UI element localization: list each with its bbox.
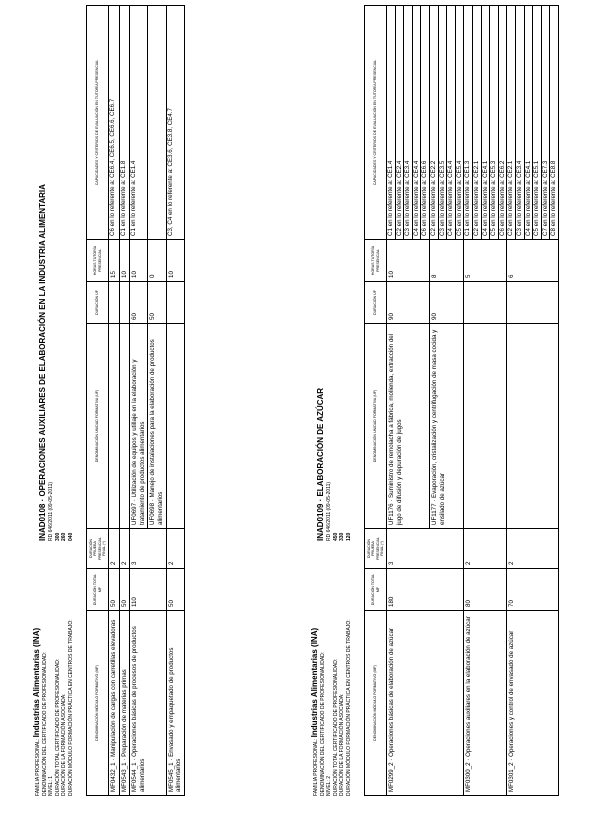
uf-name: UF0698 · Manejo de instalaciones para la elaboración de productos alimentarios [148, 324, 166, 529]
table-row [464, 6, 507, 796]
column-header: HORAS TUTORÍA PRESENCIAL [365, 240, 387, 282]
column-header: DURACIÓN UF [365, 282, 387, 324]
mf-total: 50 [166, 569, 184, 611]
tutoria-hours: 10 [119, 240, 130, 282]
column-header: CAPACIDADES Y CRITERIOS DE EVALUACIÓN EN TUTORÍA PRESENCIAL [365, 6, 387, 240]
tutoria-hours: 10 [130, 240, 148, 282]
column-header: DURACIÓN TOTAL MF [365, 569, 387, 611]
header-value: 120 [345, 532, 352, 541]
mf-prueba: 3 [130, 529, 166, 569]
uf-name [507, 324, 559, 529]
uf-duration [464, 282, 507, 324]
header-value: 040 [67, 532, 74, 541]
criterios-cell [429, 6, 463, 240]
criterio-line: C2 en lo referente a: CE2.2 [429, 160, 437, 236]
criterio-line: C3 en lo referente a: CE3.4 [515, 6, 524, 239]
tutoria-hours: 10 [166, 240, 184, 282]
uf-name: UF1177 · Evaporación, cristalización y centrifugación de masa cocida y ensilado de azúcar [429, 324, 463, 529]
criterios-cell [119, 6, 130, 240]
mf-prueba: 2 [464, 529, 507, 569]
criterio-line: C5 en lo referente a: CE5.1 [532, 6, 541, 239]
header-label: DURACIÓN DE LA FORMACIÓN ASOCIADA: [339, 693, 346, 796]
header-label: DURACIÓN TOTAL CERTIFICADO DE PROFESIONALIDAD: [332, 658, 339, 796]
criterio-line: C6 en lo referente a: CE6.2 [498, 6, 507, 239]
uf-duration: 90 [387, 282, 430, 324]
header-value: 330 [339, 532, 346, 541]
criterios-cell [507, 6, 559, 240]
uf-name [166, 324, 184, 529]
criterio-line: C1 en lo referente a: CE1.4 [130, 160, 138, 236]
mf-total: 50 [119, 569, 130, 611]
header-label: DURACIÓN MÓDULO FORMACIÓN PRÁCTICA EN CENTROS DE TRABAJO: [345, 619, 352, 796]
criterio-line: C1 en lo referente a: CE1.3 [464, 160, 472, 236]
criterio-line: C8 en lo referente a: CE8.8 [549, 6, 558, 239]
column-header: CAPACIDADES Y CRITERIOS DE EVALUACIÓN EN TUTORÍA PRESENCIAL [87, 6, 109, 240]
modules-table [364, 5, 559, 796]
uf-name: UF0697 · Utilización de equipos y utillaje en la elaboración y tratamiento de productos alimentarios [130, 324, 148, 529]
criterios-cell [148, 6, 166, 240]
criterios-cell [166, 6, 184, 240]
uf-duration [166, 282, 184, 324]
criterios-cell [130, 6, 148, 240]
mf-name: MF0543_1 · Preparación de materias primas [119, 611, 130, 796]
familia-value: Industrias Alimentarias (INA) [32, 627, 41, 738]
header-label: DENOMINACIÓN DEL CERTIFICADO DE PROFESIONALIDAD: [320, 651, 326, 796]
tutoria-hours: 15 [109, 240, 120, 282]
criterio-line: C5 en lo referente a: CE5.4 [455, 6, 464, 239]
header-label: NIVEL: 1 [48, 775, 55, 796]
uf-duration [109, 282, 120, 324]
criterio-line: C3 en lo referente a: CE3.4 [403, 6, 412, 239]
section-inad0108 [34, 6, 185, 796]
tutoria-hours: 5 [464, 240, 507, 282]
column-header: DENOMINACIÓN MÓDULO FORMATIVO (MF) [365, 611, 387, 796]
header-label: DURACIÓN DE LA FORMACIÓN ASOCIADA: [61, 693, 68, 796]
modules-table [86, 5, 185, 796]
section-inad0109 [312, 6, 559, 796]
criterio-line: C3 en lo referente a: CE3.5 [438, 6, 447, 239]
table-header-row [365, 6, 387, 796]
mf-total: 180 [387, 569, 464, 611]
uf-duration: 90 [429, 282, 463, 324]
certificate-header [312, 6, 364, 796]
mf-name: MF0300_2 · Operaciones auxiliares en la elaboración de azúcar [464, 611, 507, 796]
criterio-line: C4 en lo referente a: CE4.1 [524, 6, 533, 239]
certificate-title: INAD0108 · OPERACIONES AUXILIARES DE ELABORACIÓN EN LA INDUSTRIA ALIMENTARIA [38, 184, 47, 541]
table-row [109, 6, 120, 796]
uf-duration [119, 282, 130, 324]
header-value: 260 [61, 532, 68, 541]
uf-name: UF1176 · Suministro de remolacha a fábrica, molienda, extracción del jugo de difusión y depuración de jugos [387, 324, 430, 529]
criterio-line: C4 en lo referente a: CE4.4 [446, 6, 455, 239]
mf-prueba: 2 [166, 529, 184, 569]
uf-name [119, 324, 130, 529]
mf-total: 110 [130, 569, 166, 611]
mf-prueba: 3 [387, 529, 464, 569]
mf-total: 80 [464, 569, 507, 611]
uf-name [464, 324, 507, 529]
tutoria-hours: 0 [148, 240, 166, 282]
criterio-line: C1 en lo referente a: CE1.4 [387, 160, 394, 236]
criterios-cell [387, 6, 430, 240]
header-value: 450 [332, 532, 339, 541]
header-value: RD 646/2011 (09-05-2011) [326, 481, 333, 541]
criterio-line: C1 en lo referente a: CE1.8 [119, 160, 127, 236]
mf-name: MF0301_2 · Operaciones y control de envasado de azúcar [507, 611, 559, 796]
table-row [507, 6, 559, 796]
tutoria-hours: 6 [507, 240, 559, 282]
table-row [119, 6, 130, 796]
criterio-line: C4 en lo referente a: CE4.1 [481, 6, 490, 239]
familia-value: Industrias Alimentarias (INA) [310, 627, 319, 738]
table-header-row [87, 6, 109, 796]
criterio-line: C7 en lo referente a: CE7.3 [541, 6, 550, 239]
tutoria-hours: 10 [387, 240, 430, 282]
mf-name: MF0299_2 · Operaciones básicas de elaboración de azúcar [387, 611, 464, 796]
column-header: DURACIÓN UF [87, 282, 109, 324]
uf-duration [507, 282, 559, 324]
header-label: NIVEL: 2 [326, 775, 333, 796]
criterio-line: C3, C4 en lo referente a: CE3.6, CE3.8, CE4.7 [166, 108, 174, 236]
header-label: DURACIÓN TOTAL CERTIFICADO DE PROFESIONALIDAD: [54, 658, 61, 796]
column-header: DURACIÓN TOTAL MF [87, 569, 109, 611]
tutoria-hours: 8 [429, 240, 463, 282]
column-header: DENOMINACIÓN UNIDAD FORMATIVA (UF) [365, 324, 387, 529]
uf-duration: 60 [130, 282, 148, 324]
certificate-header [34, 6, 86, 796]
column-header: DENOMINACIÓN UNIDAD FORMATIVA (UF) [87, 324, 109, 529]
header-label: DENOMINACIÓN DEL CERTIFICADO DE PROFESIONALIDAD: [42, 651, 48, 796]
criterio-line: C5 en lo referente a: CE5.3 [489, 6, 498, 239]
mf-name: MF0545_1 · Envasado y empaquetado de productos alimentarios [166, 611, 184, 796]
criterio-line: C2 en lo referente a: CE2.4 [395, 6, 404, 239]
table-row [166, 6, 184, 796]
mf-name: MF0544_1 · Operaciones básicas de procesos de productos alimentarios [130, 611, 166, 796]
criterios-cell [109, 6, 120, 240]
table-row [130, 6, 148, 796]
criterio-line: C6 en lo referente a: CE6.4, CE6.5, CE6.6, CE6.7 [109, 98, 116, 236]
familia-label: FAMILIA PROFESIONAL: Industrias Alimentarias (INA) [310, 627, 319, 796]
mf-name: MF0432_1 · Manipulación de cargas con carretillas elevadoras [109, 611, 120, 796]
mf-prueba: 2 [109, 529, 120, 569]
mf-prueba: 2 [507, 529, 559, 569]
mf-total: 70 [507, 569, 559, 611]
header-label: DURACIÓN MÓDULO FORMACIÓN PRÁCTICA EN CENTROS DE TRABAJO: [67, 619, 74, 796]
criterios-cell [464, 6, 507, 240]
criterio-line: C2 en lo referente a: CE2.1 [472, 6, 481, 239]
familia-label: FAMILIA PROFESIONAL: Industrias Alimentarias (INA) [32, 627, 41, 796]
mf-total: 50 [109, 569, 120, 611]
criterio-line: C4 en lo referente a: CE4.4 [412, 6, 421, 239]
uf-duration: 50 [148, 282, 166, 324]
column-header: DURACIÓN PRUEBA PRESENCIAL FINAL (*) [365, 529, 387, 569]
column-header: DENOMINACIÓN MÓDULO FORMATIVO (MF) [87, 611, 109, 796]
mf-prueba: 2 [119, 529, 130, 569]
uf-name [109, 324, 120, 529]
table-row [387, 6, 430, 796]
criterio-line: C6 en lo referente a: CE6.6 [420, 6, 429, 239]
column-header: HORAS TUTORÍA PRESENCIAL [87, 240, 109, 282]
certificate-title: INAD0109 · ELABORACIÓN DE AZÚCAR [316, 387, 325, 541]
header-value: RD 646/2011 (09-05-2011) [48, 481, 55, 541]
column-header: DURACIÓN PRUEBA PRESENCIAL FINAL (*) [87, 529, 109, 569]
criterio-line: C2 en lo referente a: CE2.1 [507, 160, 515, 236]
header-value: 300 [54, 532, 61, 541]
